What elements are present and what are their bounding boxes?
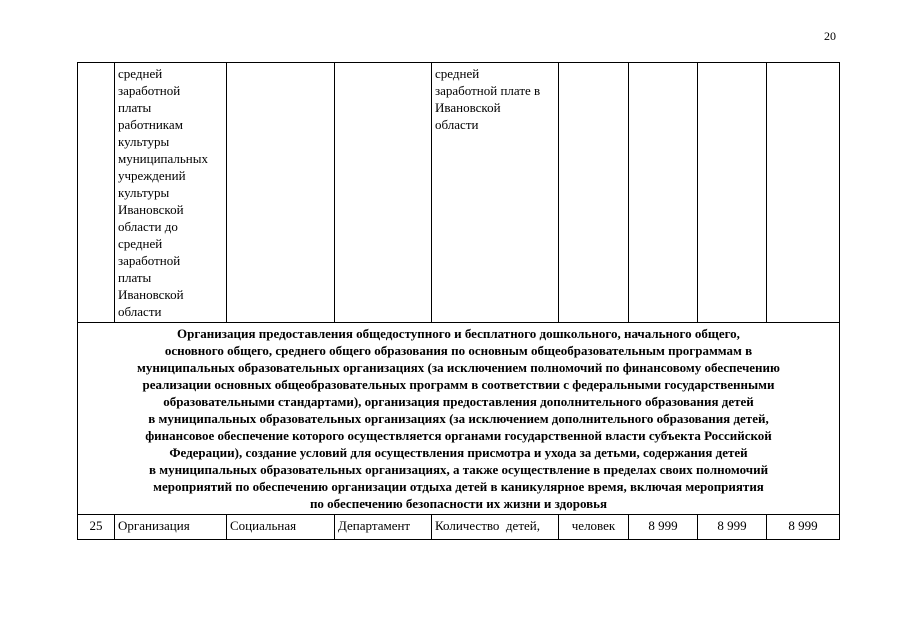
cell-empty-8 [698, 63, 767, 323]
row-value-1: 8 999 [629, 515, 698, 540]
cell-event-description [115, 63, 227, 323]
row-type: Социальная [227, 515, 335, 540]
section-header-line: Организация предоставления общедоступного и бесплатного дошкольного, начального общего, [177, 326, 740, 341]
table-row-25 [78, 515, 840, 540]
cell-empty-3 [227, 63, 335, 323]
section-header-line: муниципальных образовательных организациях (за исключением полномочий по финансовому обеспечению [137, 360, 780, 375]
event-description-line: области [118, 304, 162, 319]
table-row-top [78, 63, 840, 323]
section-header-line: по обеспечению безопасности их жизни и здоровья [309, 496, 608, 511]
row-unit: человек [559, 515, 629, 540]
event-description-line: заработной [118, 83, 181, 98]
section-header-line: в муниципальных образовательных организациях, а также осуществление в пределах своих полномочий [148, 462, 769, 477]
row-name: Организация [115, 515, 227, 540]
row-value-3: 8 999 [767, 515, 840, 540]
event-description-line: культуры [118, 134, 170, 149]
row-indicator: Количество детей, [432, 515, 559, 540]
event-description-line: платы [118, 100, 152, 115]
event-description-line: учреждений [118, 168, 186, 183]
page-number: 20 [824, 29, 836, 43]
event-description-line: Ивановской [118, 202, 184, 217]
event-description-line: платы [118, 270, 152, 285]
section-header-cell [78, 323, 840, 515]
indicator-description-line: Ивановской [435, 100, 501, 115]
section-header-line: образовательными стандартами), организация предоставления дополнительного образования детей [163, 394, 754, 409]
section-header-row [78, 323, 840, 515]
indicator-description-line: заработной плате в [435, 83, 541, 98]
event-description-line: средней [118, 236, 163, 251]
indicator-description-line: области [435, 117, 479, 132]
cell-empty-6 [559, 63, 629, 323]
row-value-2: 8 999 [698, 515, 767, 540]
event-description-line: Ивановской [118, 287, 184, 302]
cell-empty-9 [767, 63, 840, 323]
indicator-description-line: средней [435, 66, 480, 81]
event-description-line: культуры [118, 185, 170, 200]
cell-empty-4 [335, 63, 432, 323]
event-description-line: работникам [118, 117, 183, 132]
event-description-line: муниципальных [118, 151, 209, 166]
row-department: Департамент [335, 515, 432, 540]
section-header-line: реализации основных общеобразовательных программ в соответствии с федеральными государственными [142, 377, 775, 392]
cell-indicator-description [432, 63, 559, 323]
section-header-line: финансовое обеспечение которого осуществляется органами государственной власти субъекта Российской [145, 428, 772, 443]
cell-index-empty [78, 63, 115, 323]
cell-empty-7 [629, 63, 698, 323]
section-header-line: мероприятий по обеспечению организации отдыха детей в каникулярное время, включая мероприятия [153, 479, 764, 494]
section-header-line: Федерации), создание условий для осуществления присмотра и ухода за детьми, содержания детей [169, 445, 748, 460]
row-index: 25 [78, 515, 115, 540]
document-table [77, 62, 840, 540]
section-header-line: в муниципальных образовательных организациях (за исключением дополнительного образования детей, [148, 411, 769, 426]
section-header-line: основного общего, среднего общего образования по основным общеобразовательным программам в [164, 343, 753, 358]
event-description-line: заработной [118, 253, 181, 268]
event-description-line: области до [118, 219, 178, 234]
event-description-line: средней [118, 66, 163, 81]
